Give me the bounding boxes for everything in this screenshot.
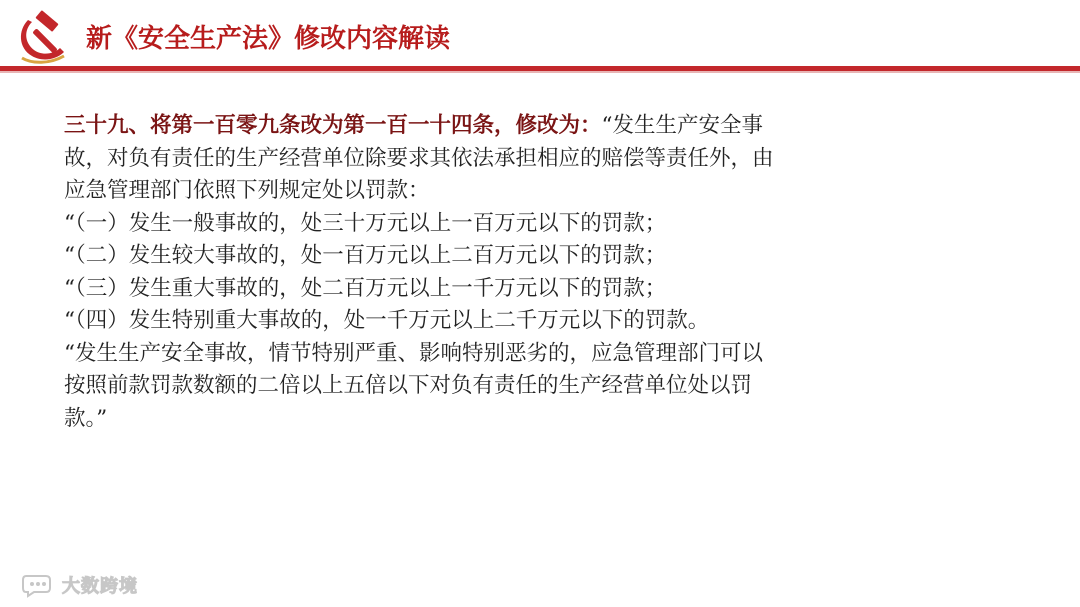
watermark [22, 570, 138, 600]
chat-bubble-icon [22, 572, 56, 598]
article-body [64, 110, 984, 435]
paragraph-line: “发生生产安全事故，情节特别严重、影响特别恶劣的，应急管理部门可以 [64, 340, 763, 366]
paragraph-line: 款。” [64, 405, 108, 431]
header-divider-shadow [0, 71, 1080, 73]
slide-header [0, 0, 1080, 80]
penalty-item-4: “（四）发生特别重大事故的，处一千万元以上二千万元以下的罚款。 [64, 308, 710, 333]
page-title: 新《安全生产法》修改内容解读 [86, 24, 451, 54]
paragraph-line [64, 110, 984, 143]
penalty-item-3: “（三）发生重大事故的，处二百万元以上一千万元以下的罚款； [64, 275, 667, 301]
paragraph-line: 故，对负有责任的生产经营单位除要求其依法承担相应的赔偿等责任外，由 [64, 145, 774, 171]
amendment-heading: 三十九、将第一百零九条改为第一百一十四条，修改为： [64, 113, 602, 138]
watermark-text: 大数跨境 [62, 576, 138, 597]
quote-start: “发生生产安全事 [601, 113, 764, 138]
paragraph-line: 按照前款罚款数额的二倍以上五倍以下对负有责任的生产经营单位处以罚 [64, 373, 753, 398]
penalty-item-2: “（二）发生较大事故的，处一百万元以上二百万元以下的罚款； [64, 243, 667, 268]
paragraph-line: 应急管理部门依照下列规定处以罚款： [64, 178, 430, 203]
penalty-item-1: “（一）发生一般事故的，处三十万元以上一百万元以下的罚款； [64, 210, 667, 236]
hammer-sickle-icon [14, 10, 72, 64]
